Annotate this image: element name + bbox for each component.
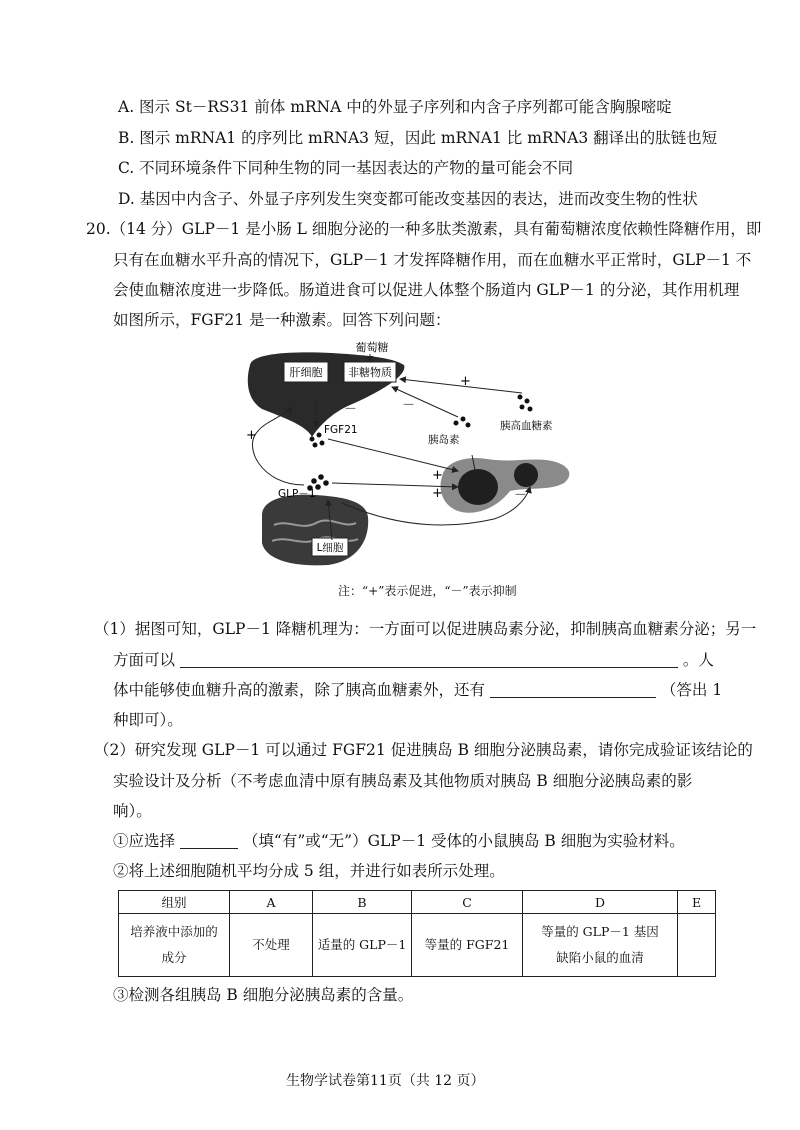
row-label-line: 成分: [161, 950, 187, 965]
plus-sign-mid: +: [432, 468, 443, 483]
table-cell-line: 等量的 GLP－1 基因: [541, 924, 659, 939]
q20-stem-line1: 20.（14 分）GLP－1 是小肠 L 细胞分泌的一种多肽类激素，具有葡萄糖浓度依赖性降糖作用，即: [86, 220, 762, 238]
fgf21-label: FGF21: [324, 424, 358, 436]
sub2-step1-end: （填“有”或“无”）GLP－1 受体的小鼠胰岛 B 细胞为实验材料。: [242, 832, 685, 850]
liver-cell-label: 肝细胞: [289, 366, 323, 379]
sub2-line1: （2）研究发现 GLP－1 可以通过 FGF21 促进胰岛 B 细胞分泌胰岛素，请你完成验证该结论的: [94, 741, 753, 759]
glp1-label: GLP－1: [278, 488, 316, 500]
table-cell: 不处理: [230, 914, 313, 977]
sub1-line2: [113, 650, 714, 670]
answer-blank-3[interactable]: [180, 832, 238, 849]
table-header-cell: A: [230, 891, 313, 914]
sub2-line2: 实验设计及分析（不考虑血清中原有胰岛素及其他物质对胰岛 B 细胞分泌胰岛素的影: [113, 772, 693, 790]
minus-sign-left: －: [344, 402, 358, 417]
q20-stem-line3: 会使血糖浓度进一步降低。肠道进食可以促进人体整个肠道内 GLP－1 的分泌，其作用机理: [113, 281, 740, 299]
plus-sign-left: +: [246, 428, 257, 443]
table-cell: 适量的 GLP－1: [313, 914, 412, 977]
table-header-cell: B: [313, 891, 412, 914]
row-label-line: 培养液中添加的: [130, 924, 218, 939]
insulin-label: 胰岛素: [428, 434, 460, 446]
plus-sign-lower: +: [432, 486, 443, 501]
table-row-label: [119, 914, 230, 977]
table-header-row: [119, 891, 716, 914]
glp1-mechanism-diagram: [232, 335, 582, 575]
answer-blank-1[interactable]: [180, 651, 678, 668]
sub1-line3-start: 体中能够使血糖升高的激素，除了胰高血糖素外，还有: [113, 681, 486, 699]
sub2-step1-start: ①应选择: [113, 832, 176, 850]
page-footer: 生物学试卷第11页（共 12 页）: [286, 1073, 485, 1089]
glucose-label: 葡萄糖: [355, 341, 389, 354]
experiment-table: [118, 890, 716, 977]
minus-sign-right: －: [514, 488, 528, 503]
table-header-cell: E: [678, 891, 716, 914]
sub2-step3: ③检测各组胰岛 B 细胞分泌胰岛素的含量。: [113, 986, 414, 1004]
non-sugar-label: 非糖物质: [348, 366, 392, 379]
option-d: D. 基因中内含子、外显子序列发生突变都可能改变基因的表达，进而改变生物的性状: [118, 190, 698, 208]
option-c: C. 不同环境条件下同种生物的同一基因表达的产物的量可能会不同: [118, 159, 574, 177]
insulin-dots: [454, 417, 471, 428]
diagram-note: 注：“+”表示促进，“－”表示抑制: [338, 584, 517, 598]
sub1-line1: （1）据图可知，GLP－1 降糖机理为：一方面可以促进胰岛素分泌，抑制胰高血糖素分泌；另一: [94, 620, 757, 638]
sub1-line2-start: 方面可以: [113, 651, 176, 669]
table-row: [119, 914, 716, 977]
table-cell-line: 缺陷小鼠的血清: [556, 950, 644, 965]
option-b: B. 图示 mRNA1 的序列比 mRNA3 短，因此 mRNA1 比 mRNA3 翻译出的肽链也短: [118, 129, 718, 147]
table-cell-empty[interactable]: [678, 914, 716, 977]
table-cell: 等量的 FGF21: [412, 914, 523, 977]
glucagon-label: 胰高血糖素: [500, 420, 553, 432]
sub1-line3: [113, 680, 722, 700]
q20-stem-line4: 如图所示，FGF21 是一种激素。回答下列问题：: [113, 311, 451, 329]
plus-sign-top: +: [460, 374, 471, 389]
option-a: A. 图示 St－RS31 前体 mRNA 中的外显子序列和内含子序列都可能含胸腺嘧啶: [118, 98, 672, 116]
table-header-cell: 组别: [119, 891, 230, 914]
sub1-line4: 种即可）。: [113, 711, 183, 729]
sub2-step2: ②将上述细胞随机平均分成 5 组，并进行如表所示处理。: [113, 862, 505, 880]
q20-stem-line2: 只有在血糖水平升高的情况下，GLP－1 才发挥降糖作用，而在血糖水平正常时，GLP－1 不: [113, 251, 752, 269]
table-header-cell: D: [523, 891, 678, 914]
minus-sign-mid: －: [402, 398, 416, 413]
table-header-cell: C: [412, 891, 523, 914]
sub1-line2-end: 。人: [682, 651, 714, 669]
sub2-line3: 响）。: [113, 802, 152, 820]
answer-blank-2[interactable]: [490, 681, 656, 698]
glucagon-dots: [518, 395, 533, 412]
l-cell-label: L细胞: [316, 542, 344, 554]
sub2-step1: [113, 831, 685, 851]
table-cell: [523, 914, 678, 977]
sub1-line3-end: （答出 1: [660, 681, 723, 699]
